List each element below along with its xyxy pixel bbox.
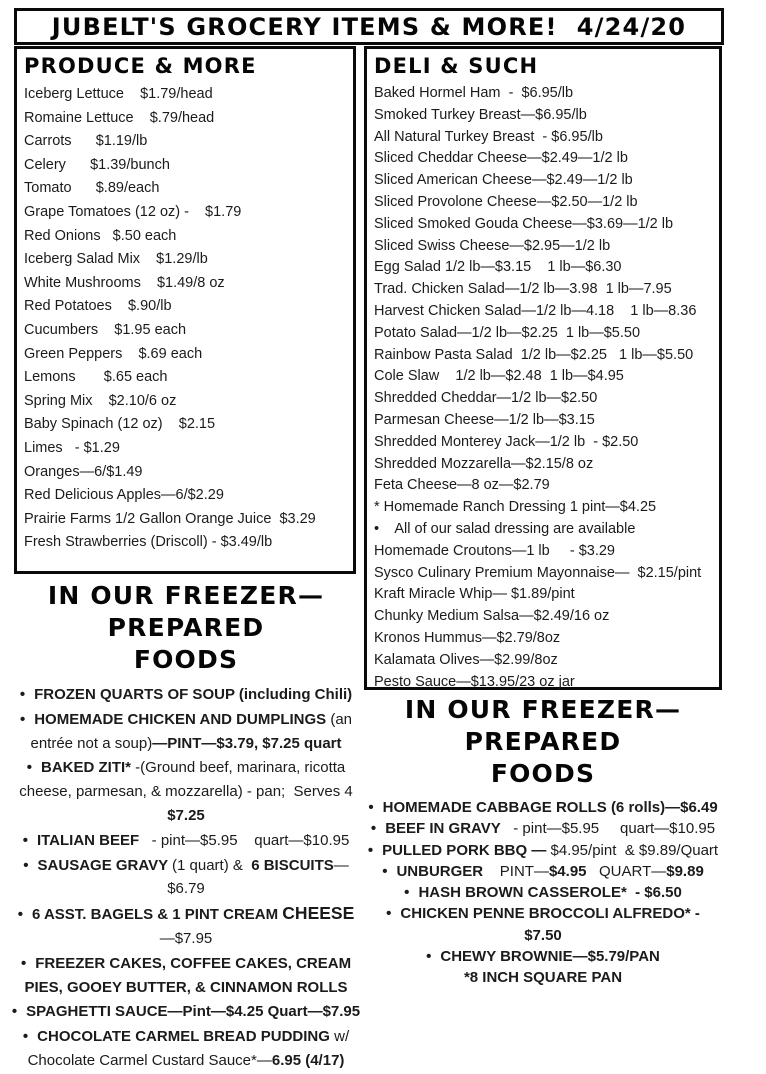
freezer-item-text: $4.95: [548, 862, 587, 880]
freezer-item: [10, 708, 362, 756]
freezer-item: [10, 1025, 362, 1073]
bullet-icon: •: [368, 799, 374, 816]
freezer-left-list: [10, 683, 362, 1073]
freezer-item-text: HOMEMADE CABBAGE ROLLS (6 rolls)—$6.49: [382, 799, 718, 816]
freezer-item-text: $4.95/pint & $9.89/Quart: [550, 841, 719, 859]
freezer-item: [10, 854, 362, 902]
freezer-right-section: [362, 694, 724, 989]
freezer-item-text: $7.25: [167, 806, 205, 824]
freezer-item: [362, 967, 724, 988]
freezer-item-text: w/ Chocolate Carmel Custard Sauce*—: [27, 1028, 354, 1069]
menu-line: All Natural Turkey Breast - $6.95/lb: [374, 128, 603, 145]
bullet-icon: •: [22, 831, 28, 849]
menu-line: Tomato $.89/each: [24, 180, 160, 197]
freezer-item-text: BAKED ZITI*: [41, 759, 131, 777]
freezer-item: [362, 797, 724, 818]
bullet-icon: •: [382, 862, 388, 880]
menu-line: Cucumbers $1.95 each: [24, 321, 187, 338]
freezer-item-text: FREEZER CAKES, COFFEE CAKES, CREAM PIES, GOOEY BUTTER, & CINNAMON ROLLS: [24, 954, 356, 996]
bullet-icon: •: [367, 841, 374, 859]
menu-line: Smoked Turkey Breast—$6.95/lb: [374, 106, 587, 123]
freezer-item: [10, 756, 362, 827]
deli-heading: DELI & SUCH: [374, 54, 539, 78]
freezer-item-text: PINT—: [483, 862, 549, 880]
freezer-item-text: ITALIAN BEEF: [36, 831, 140, 849]
bullet-icon: •: [426, 948, 432, 966]
bullet-icon: •: [19, 710, 26, 728]
menu-line: Iceberg Lettuce $1.79/head: [24, 86, 213, 102]
menu-line: • All of our salad dressing are available: [374, 520, 636, 537]
menu-line: Carrots $1.19/lb: [24, 133, 148, 150]
freezer-item-text: $9.89: [666, 862, 704, 880]
menu-line: Green Peppers $.69 each: [24, 345, 203, 362]
freezer-left-heading-line2: FOODS: [133, 645, 239, 674]
bullet-icon: •: [11, 1003, 18, 1021]
freezer-item-text: *8 INCH SQUARE PAN: [463, 969, 623, 987]
menu-line: Sliced Smoked Gouda Cheese—$3.69—1/2 lb: [374, 215, 674, 232]
deli-list: [374, 83, 713, 693]
menu-line: Celery $1.39/bunch: [24, 156, 170, 173]
menu-line: Red Potatoes $.90/lb: [24, 298, 172, 315]
produce-heading: PRODUCE & MORE: [24, 54, 257, 78]
menu-line: Chunky Medium Salsa—$2.49/16 oz: [374, 608, 610, 625]
freezer-item-text: QUART—: [586, 862, 667, 880]
menu-line: Shredded Cheddar—1/2 lb—$2.50: [374, 390, 598, 407]
freezer-item-text: 6 ASST. BAGELS & 1 PINT CREAM: [31, 906, 283, 924]
menu-line: Baby Spinach (12 oz) $2.15: [24, 416, 216, 433]
bullet-icon: •: [23, 856, 29, 874]
menu-line: Sliced American Cheese—$2.49—1/2 lb: [374, 172, 633, 189]
menu-line: Parmesan Cheese—1/2 lb—$3.15: [374, 411, 595, 428]
freezer-right-heading-line1: IN OUR FREEZER—PREPARED: [404, 695, 682, 756]
freezer-item: [362, 946, 724, 967]
menu-line: Cole Slaw 1/2 lb—$2.48 1 lb—$4.95: [374, 368, 624, 385]
bullet-icon: •: [370, 820, 377, 838]
freezer-item-text: 6.95 (4/17): [271, 1051, 345, 1069]
freezer-item-text: SAUSAGE GRAVY: [37, 856, 173, 874]
menu-line: Kraft Miracle Whip— $1.89/pint: [374, 586, 575, 603]
freezer-item: [362, 882, 724, 903]
freezer-item-text: FROZEN QUARTS OF SOUP (including Chili): [34, 686, 353, 703]
menu-line: Potato Salad—1/2 lb—$2.25 1 lb—$5.50: [374, 324, 641, 341]
menu-line: Kronos Hummus—$2.79/8oz: [374, 629, 561, 646]
menu-line: Limes - $1.29: [24, 439, 120, 456]
freezer-item-text: (1 quart) &: [172, 856, 252, 874]
freezer-item: [10, 683, 362, 707]
bullet-icon: •: [19, 686, 26, 703]
freezer-right-heading-line2: FOODS: [490, 759, 596, 788]
freezer-item: [10, 829, 362, 853]
menu-line: * Homemade Ranch Dressing 1 pint—$4.25: [374, 499, 657, 516]
freezer-item-text: CHOCOLATE CARMEL BREAD PUDDING: [37, 1028, 335, 1046]
menu-line: Spring Mix $2.10/6 oz: [24, 392, 177, 409]
menu-line: Shredded Mozzarella—$2.15/8 oz: [374, 455, 594, 472]
flyer-title: JUBELT'S GROCERY ITEMS & MORE! 4/24/20: [51, 12, 687, 41]
freezer-item-text: BEEF IN GRAVY: [385, 820, 501, 838]
freezer-item-text: - pint—$5.95 quart—$10.95: [500, 820, 716, 838]
menu-line: Grape Tomatoes (12 oz) - $1.79: [24, 203, 242, 220]
bullet-icon: •: [404, 884, 410, 902]
freezer-item-text: - pint—$5.95 quart—$10.95: [139, 831, 350, 849]
menu-line: Kalamata Olives—$2.99/8oz: [374, 651, 558, 668]
menu-line: Homemade Croutons—1 lb - $3.29: [374, 542, 615, 559]
freezer-item-text: SPAGHETTI SAUCE—Pint—$4.25 Quart—$7.95: [26, 1003, 361, 1021]
freezer-item-text: PULLED PORK BBQ —: [382, 841, 551, 859]
bullet-icon: •: [22, 1028, 29, 1046]
freezer-item-text: CHEWY BROWNIE—$5.79/PAN: [440, 948, 660, 966]
freezer-item: [10, 1000, 362, 1024]
freezer-left-heading: [10, 580, 362, 676]
menu-line: Sliced Provolone Cheese—$2.50—1/2 lb: [374, 193, 638, 210]
freezer-item-text: —$6.79: [167, 856, 349, 898]
freezer-item-text: CHEESE: [282, 903, 355, 924]
menu-line: Fresh Strawberries (Driscoll) - $3.49/lb: [24, 534, 273, 551]
freezer-item: [362, 840, 724, 861]
menu-line: Rainbow Pasta Salad 1/2 lb—$2.25 1 lb—$5.50: [374, 346, 694, 363]
freezer-left-heading-line1: IN OUR FREEZER—PREPARED: [47, 581, 325, 642]
freezer-item-text: 6 BISCUITS: [251, 856, 334, 874]
menu-line: Sliced Swiss Cheese—$2.95—1/2 lb: [374, 237, 611, 254]
freezer-item-text: (an entrée not a soup): [30, 710, 357, 752]
menu-line: Feta Cheese—8 oz—$2.79: [374, 477, 550, 494]
freezer-item-text: CHICKEN PENNE BROCCOLI ALFREDO* - $7.50: [400, 905, 713, 944]
menu-line: Lemons $.65 each: [24, 369, 168, 386]
menu-line: Red Onions $.50 each: [24, 227, 177, 244]
freezer-item: [362, 903, 724, 946]
menu-line: Prairie Farms 1/2 Gallon Orange Juice $3.29: [24, 510, 316, 527]
menu-line: Egg Salad 1/2 lb—$3.15 1 lb—$6.30: [374, 259, 622, 276]
menu-line: Red Delicious Apples—6/$2.29: [24, 487, 224, 504]
bullet-icon: •: [386, 905, 392, 923]
freezer-item: [362, 861, 724, 882]
produce-section: [14, 46, 356, 574]
freezer-item-text: UNBURGER: [396, 862, 484, 880]
freezer-item-text: —PINT—$3.79, $7.25 quart: [152, 734, 342, 752]
freezer-item: [362, 818, 724, 839]
bullet-icon: •: [17, 906, 23, 924]
menu-line: Shredded Monterey Jack—1/2 lb - $2.50: [374, 433, 639, 450]
freezer-item: [10, 952, 362, 1000]
freezer-item: [10, 902, 362, 951]
flyer-title-box: [14, 8, 724, 45]
menu-line: Oranges—6/$1.49: [24, 463, 143, 480]
bullet-icon: •: [26, 759, 32, 777]
deli-section: [364, 46, 722, 690]
bullet-icon: •: [20, 954, 27, 972]
menu-line: Sysco Culinary Premium Mayonnaise— $2.15/pint: [374, 564, 702, 581]
menu-line: Trad. Chicken Salad—1/2 lb—3.98 1 lb—7.95: [374, 281, 672, 298]
freezer-item-text: HOMEMADE CHICKEN AND DUMPLINGS: [34, 710, 331, 728]
menu-line: Iceberg Salad Mix $1.29/lb: [24, 251, 208, 268]
freezer-left-section: [10, 580, 362, 1074]
freezer-item-text: -(Ground beef, marinara, ricotta cheese, parmesan, & mozzarella) - pan; Serves 4: [19, 759, 362, 801]
menu-line: Romaine Lettuce $.79/head: [24, 109, 215, 126]
freezer-right-list: [362, 797, 724, 989]
freezer-item-text: HASH BROWN CASSEROLE* - $6.50: [418, 884, 682, 902]
menu-line: Pesto Sauce—$13.95/23 oz jar: [374, 673, 575, 690]
menu-line: Baked Hormel Ham - $6.95/lb: [374, 85, 574, 101]
menu-line: Sliced Cheddar Cheese—$2.49—1/2 lb: [374, 150, 628, 167]
menu-line: Harvest Chicken Salad—1/2 lb—4.18 1 lb—8.36: [374, 302, 697, 319]
freezer-right-heading: [362, 694, 724, 790]
produce-list: [24, 83, 347, 555]
menu-line: White Mushrooms $1.49/8 oz: [24, 274, 225, 291]
freezer-item-text: —$7.95: [159, 906, 359, 947]
